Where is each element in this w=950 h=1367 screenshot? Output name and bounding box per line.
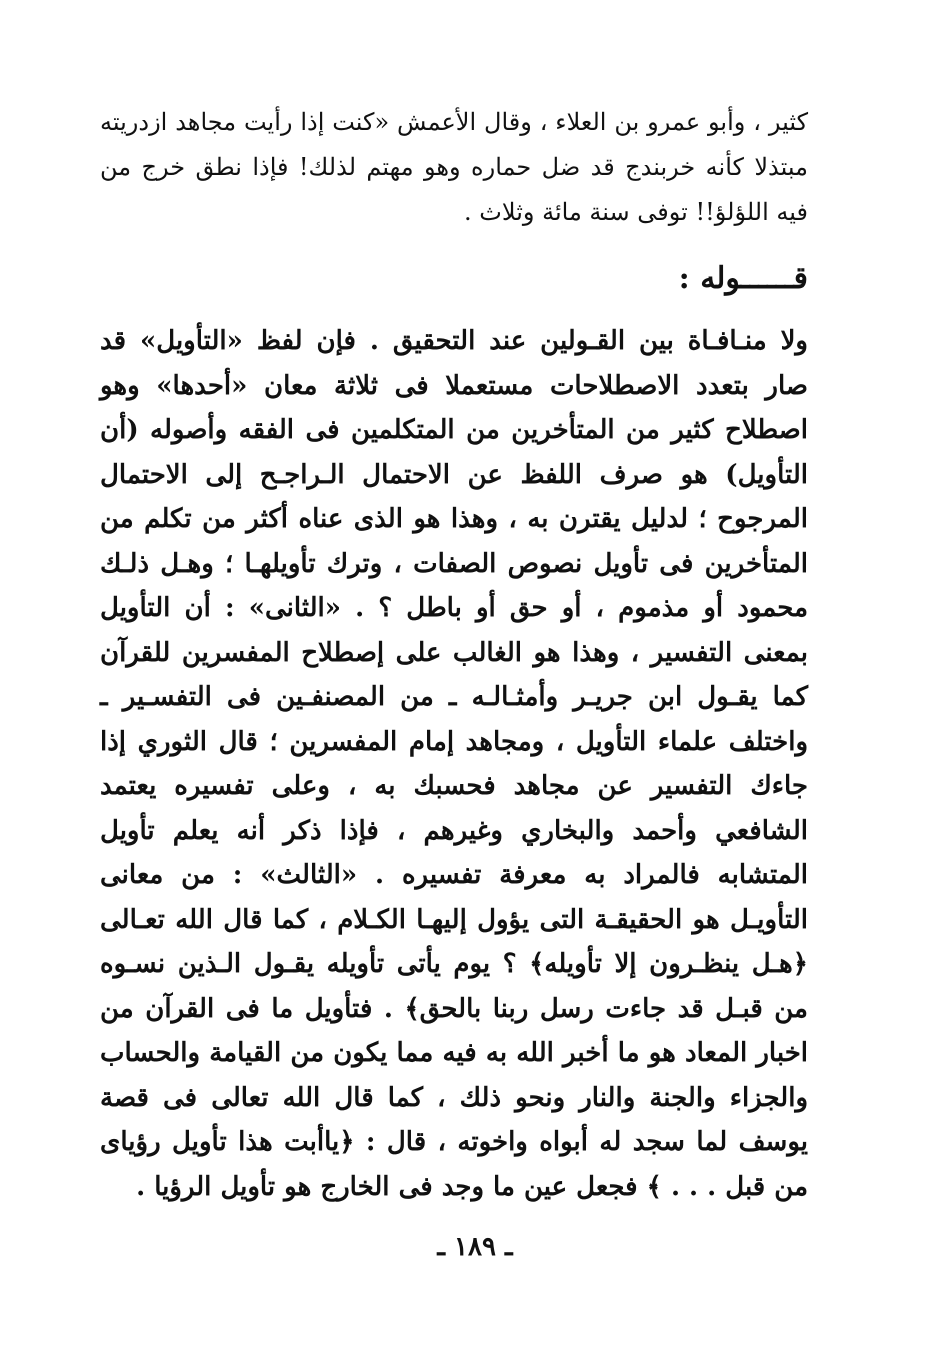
page-body — [100, 100, 808, 1209]
page-number: ـ ١٨٩ ـ — [437, 1232, 513, 1262]
main-paragraph: ولا منـافـاة بين القـولين عند التحقيق . فإن لفظ «التأويل» قد صار بتعدد الاصطلاحات مستعملا فى ثلاثة معان «أحدها» وهو اصطلاح كثير من المتأخرين من المتكلمين فى الفقه وأصوله (أن التأويل) هو صرف اللفظ عن الاحتمال الـراجـح إلى الاحتمال المرجوح ؛ لدليل يقترن به ، وهذا هو الذى عناه أكثر من تكلم من المتأخرين فى تأويل نصوص الصفات ، وترك تأويلهـا ؛ وهـل ذلـك محمود أو مذموم ، أو حق أو باطل ؟ . «الثانى» : أن التأويل بمعنى التفسير ، وهذا هو الغالب على إصطلاح المفسرين للقرآن كما يقـول ابن جريـر وأمثـالـه ـ من المصنفـين فى التفسـير ـ واختلف علماء التأويل ، ومجاهد إمام المفسرين ؛ قال الثوري إذا جاءك التفسير عن مجاهد فحسبك به ، وعلى تفسيره يعتمد الشافعي وأحمد والبخاري وغيرهم ، فإذا ذكر أنه يعلم تأويل المتشابه فالمراد به معرفة تفسيره . «الثالث» : من معانى التأويـل هو الحقيقـة التى يؤول إليهـا الكـلام ، كما قال الله تعـالى ﴿هـل ينظـرون إلا تأويله﴾ ؟ يوم يأتى تأويله يقـول الـذين نسـوه من قبـل قد جاءت رسل ربنا بالحق﴾ . فتأويل ما فى القرآن من اخبار المعاد هو ما أخبر الله به فيه مما يكون من القيامة والحساب والجزاء والجنة والنار ونحو ذلك ، كما قال الله تعالى فى قصة يوسف لما سجد له أبواه واخوته ، قال : ﴿ياأبت هذا تأويل رؤياى من قبل . . . ﴾ فجعل عين ما وجد فى الخارج هو تأويل الرؤيا . — [100, 326, 808, 1202]
intro-paragraph: كثير ، وأبو عمرو بن العلاء ، وقال الأعمش «كنت إذا رأيت مجاهد ازدريته مبتذلا كأنه خربندج قد ضل حماره وهو مهتم لذلك! فإذا نطق خرج من فيه اللؤلؤ!! توفى سنة مائة وثلاث . — [100, 108, 808, 226]
section-heading: قــــــوله : — [678, 261, 808, 296]
